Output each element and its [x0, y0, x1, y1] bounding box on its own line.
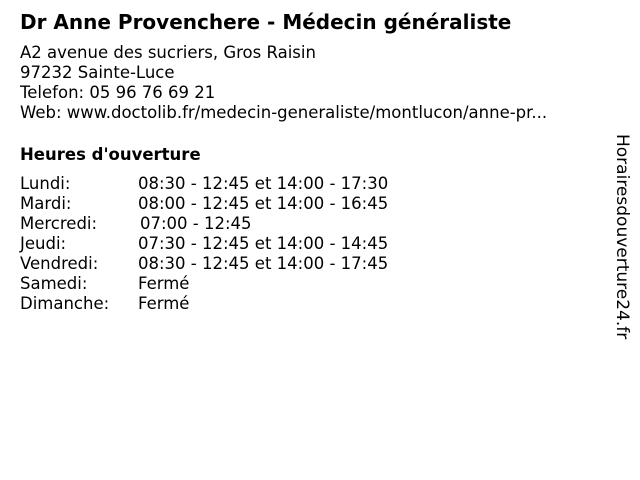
day-label: Dimanche: — [20, 294, 110, 313]
phone-number: Telefon: 05 96 76 69 21 — [20, 83, 216, 102]
hours-row-wednesday — [20, 214, 440, 234]
day-label: Mardi: — [20, 194, 72, 213]
time-range: 08:30 - 12:45 et 14:00 - 17:45 — [138, 254, 389, 273]
page-title: Dr Anne Provenchere - Médecin généraliste — [20, 10, 512, 34]
day-label: Jeudi: — [20, 234, 67, 253]
day-label: Mercredi: — [20, 214, 98, 233]
time-range: 08:30 - 12:45 et 14:00 - 17:30 — [138, 174, 389, 193]
hours-row-saturday — [20, 274, 440, 294]
time-range: Fermé — [138, 274, 190, 293]
opening-hours-list — [20, 174, 440, 314]
street-address: A2 avenue des sucriers, Gros Raisin — [20, 43, 316, 62]
hours-row-tuesday — [20, 194, 440, 214]
website-link[interactable]: Web: www.doctolib.fr/medecin-generaliste/montlucon/anne-pr... — [20, 103, 548, 122]
day-label: Samedi: — [20, 274, 88, 293]
opening-hours-title: Heures d'ouverture — [20, 145, 201, 164]
hours-row-friday — [20, 254, 440, 274]
hours-row-sunday — [20, 294, 440, 314]
time-range: 08:00 - 12:45 et 14:00 - 16:45 — [138, 194, 389, 213]
hours-row-thursday — [20, 234, 440, 254]
day-label: Vendredi: — [20, 254, 99, 273]
day-label: Lundi: — [20, 174, 71, 193]
postal-city: 97232 Sainte-Luce — [20, 63, 175, 82]
hours-row-monday — [20, 174, 440, 194]
site-watermark: Horairesdouverture24.fr — [612, 134, 632, 340]
time-range: Fermé — [138, 294, 190, 313]
time-range: 07:00 - 12:45 — [140, 214, 252, 233]
contact-block — [20, 43, 547, 123]
time-range: 07:30 - 12:45 et 14:00 - 14:45 — [138, 234, 389, 253]
